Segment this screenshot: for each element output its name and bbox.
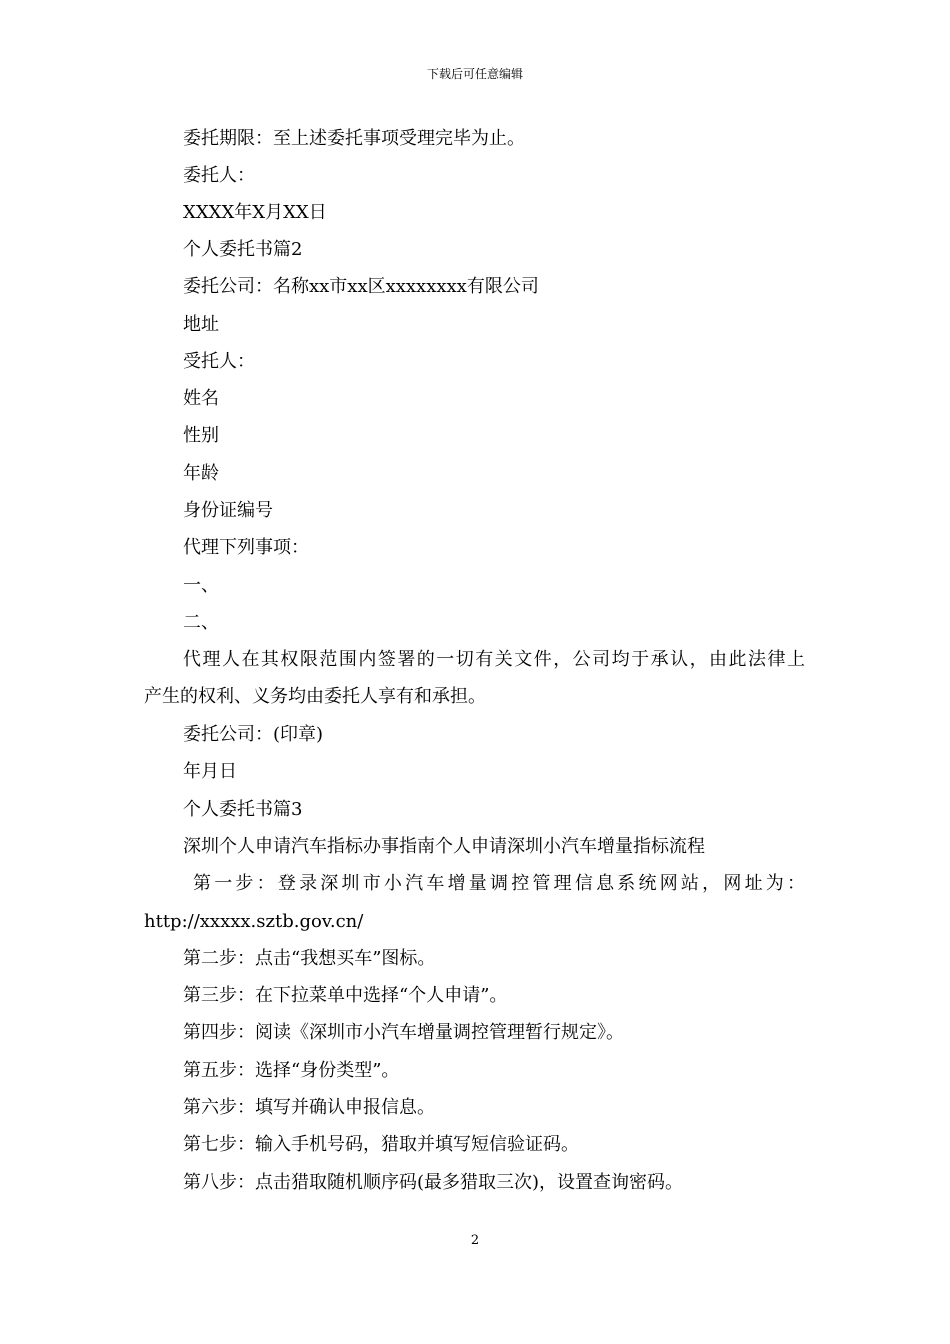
paragraph-company-seal: 委托公司：(印章) xyxy=(183,724,324,745)
list-item-two: 二、 xyxy=(183,612,219,633)
paragraph-authority-line2: 产生的权利、义务均由委托人享有和承担。 xyxy=(144,686,486,707)
paragraph-name: 姓名 xyxy=(183,388,219,409)
paragraph-step-1: 第一步：登录深圳市小汽车增量调控管理信息系统网站，网址为： xyxy=(193,873,805,894)
paragraph-matters: 代理下列事项： xyxy=(183,537,309,558)
section-title-2: 个人委托书篇2 xyxy=(183,239,303,260)
paragraph-gender: 性别 xyxy=(183,425,219,446)
page-header: 下载后可任意编辑 xyxy=(426,67,523,81)
paragraph-entrust-period: 委托期限：至上述委托事项受理完毕为止。 xyxy=(183,128,525,149)
paragraph-agent: 受托人： xyxy=(183,351,255,372)
paragraph-guide-title: 深圳个人申请汽车指标办事指南个人申请深圳小汽车增量指标流程 xyxy=(183,836,705,857)
page-number: 2 xyxy=(470,1233,480,1248)
paragraph-step-5: 第五步：选择“身份类型”。 xyxy=(183,1060,400,1081)
paragraph-step-7: 第七步：输入手机号码，猎取并填写短信验证码。 xyxy=(183,1134,579,1155)
paragraph-company: 委托公司：名称xx市xx区xxxxxxxx有限公司 xyxy=(183,276,539,297)
paragraph-year-month-day: 年月日 xyxy=(183,761,237,782)
paragraph-age: 年龄 xyxy=(183,463,219,484)
paragraph-address: 地址 xyxy=(183,314,219,335)
paragraph-step-4: 第四步：阅读《深圳市小汽车增量调控管理暂行规定》。 xyxy=(183,1022,624,1043)
section-title-3: 个人委托书篇3 xyxy=(183,799,303,820)
paragraph-step-2: 第二步：点击“我想买车”图标。 xyxy=(183,948,436,969)
list-item-one: 一、 xyxy=(183,575,219,596)
paragraph-step-6: 第六步：填写并确认申报信息。 xyxy=(183,1097,435,1118)
paragraph-step-8: 第八步：点击猎取随机顺序码(最多猎取三次)，设置查询密码。 xyxy=(183,1172,684,1193)
paragraph-id-number: 身份证编号 xyxy=(183,500,273,521)
paragraph-principal: 委托人： xyxy=(183,165,255,186)
paragraph-authority-line1: 代理人在其权限范围内签署的一切有关文件，公司均于承认，由此法律上 xyxy=(183,649,805,670)
paragraph-step-3: 第三步：在下拉菜单中选择“个人申请”。 xyxy=(183,985,508,1006)
paragraph-step-1-url: http://xxxxx.sztb.gov.cn/ xyxy=(144,911,364,932)
paragraph-date: XXXX年X月XX日 xyxy=(183,202,327,223)
